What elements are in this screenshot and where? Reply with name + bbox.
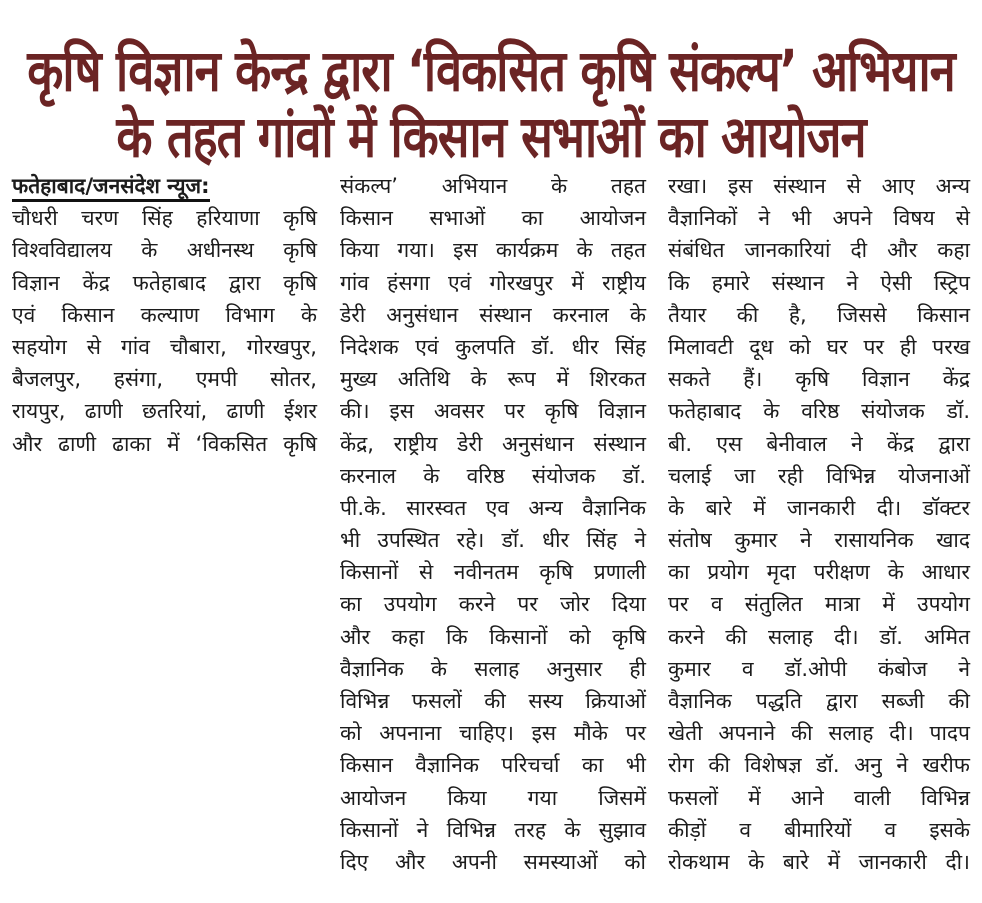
article-body — [0, 170, 982, 900]
text-line: चौधरी चरण सिंह हरियाणा कृषि — [12, 206, 317, 231]
byline-container — [12, 170, 317, 202]
text-line: चलाई जा रही विभिन्न योजनाओं — [668, 463, 970, 488]
text-line: वैज्ञानिक के सलाह अनुसार ही — [340, 656, 646, 681]
text-line: बैजलपुर, हसंगा, एमपी सोतर, — [12, 367, 317, 392]
text-line: एवं किसान कल्याण विभाग के — [12, 302, 317, 327]
headline-line-1: कृषि विज्ञान केन्द्र द्वारा ‘विकसित कृषि संकल्प’ अभियान — [27, 38, 955, 106]
text-line: किसान वैज्ञानिक परिचर्चा का भी — [340, 753, 646, 778]
text-line: फतेहाबाद के वरिष्ठ संयोजक डॉ. — [668, 399, 970, 424]
article-column-3 — [668, 170, 970, 878]
text-line: फसलों में आने वाली विभिन्न — [668, 785, 970, 810]
text-line: सकते हैं। कृषि विज्ञान केंद्र — [668, 367, 970, 392]
text-line: तैयार की है, जिससे किसान — [668, 302, 970, 327]
text-line: केंद्र, राष्ट्रीय डेरी अनुसंधान संस्थान — [340, 431, 646, 456]
text-line: वैज्ञानिक पद्धति द्वारा सब्जी की — [668, 689, 970, 713]
text-line: संबंधित जानकारियां दी और कहा — [668, 238, 970, 263]
text-line: रोकथाम के बारे में जानकारी दी। — [668, 849, 970, 874]
text-line: कीड़ों व बीमारियों व इसके — [668, 817, 970, 842]
text-line: और कहा कि किसानों को कृषि — [340, 624, 646, 649]
text-line: संकल्प’ अभियान के तहत — [340, 174, 646, 198]
text-line: खेती अपनाने की सलाह दी। पादप — [668, 721, 970, 746]
text-line: करने की सलाह दी। डॉ. अमित — [668, 624, 970, 649]
text-line: दिए और अपनी समस्याओं को — [340, 849, 646, 874]
article-column-2 — [340, 170, 646, 878]
text-line: को अपनाना चाहिए। इस मौके पर — [340, 721, 646, 746]
text-line: निदेशक एवं कुलपति डॉ. धीर सिंह — [340, 334, 646, 359]
text-line: विश्वविद्यालय के अधीनस्थ कृषि — [12, 238, 317, 263]
text-line: आयोजन किया गया जिसमें — [340, 785, 646, 810]
text-line: डेरी अनुसंधान संस्थान करनाल के — [340, 302, 646, 327]
text-line: मिलावटी दूध को घर पर ही परख — [668, 334, 970, 359]
text-line: करनाल के वरिष्ठ संयोजक डॉ. — [340, 463, 646, 488]
text-line: रायपुर, ढाणी छतरियां, ढाणी ईशर — [12, 399, 317, 424]
text-line: विभिन्न फसलों की सस्य क्रियाओं — [340, 689, 646, 713]
article-column-1 — [12, 170, 317, 460]
text-line: किसान सभाओं का आयोजन — [340, 206, 646, 231]
text-line: का उपयोग करने पर जोर दिया — [340, 592, 646, 617]
text-line: किया गया। इस कार्यक्रम के तहत — [340, 238, 646, 263]
text-line: के बारे में जानकारी दी। डॉक्टर — [668, 495, 970, 520]
headline — [0, 39, 982, 171]
text-line: रखा। इस संस्थान से आए अन्य — [668, 174, 970, 198]
text-line: का प्रयोग मृदा परीक्षण के आधार — [668, 560, 970, 585]
text-line: बी. एस बेनीवाल ने केंद्र द्वारा — [668, 431, 970, 456]
text-line: की। इस अवसर पर कृषि विज्ञान — [340, 399, 646, 424]
text-line: भी उपस्थित रहे। डॉ. धीर सिंह ने — [340, 528, 646, 553]
text-line: किसानों से नवीनतम कृषि प्रणाली — [340, 560, 646, 585]
headline-line-2: के तहत गांवों में किसान सभाओं का आयोजन — [116, 104, 866, 172]
text-line: वैज्ञानिकों ने भी अपने विषय से — [668, 206, 970, 231]
text-line: विज्ञान केंद्र फतेहाबाद द्वारा कृषि — [12, 270, 317, 295]
text-line: पी.के. सारस्वत एव अन्य वैज्ञानिक — [340, 495, 646, 520]
text-line: और ढाणी ढाका में ‘विकसित कृषि — [12, 431, 317, 456]
text-line: रोग की विशेषज्ञ डॉ. अनु ने खरीफ — [668, 753, 970, 778]
text-line: कुमार व डॉ.ओपी कंबोज ने — [668, 656, 970, 681]
text-line: कि हमारे संस्थान ने ऐसी स्ट्रिप — [668, 270, 970, 295]
text-line: मुख्य अतिथि के रूप में शिरकत — [340, 367, 646, 392]
text-line: सहयोग से गांव चौबारा, गोरखपुर, — [12, 334, 317, 359]
text-line: किसानों ने विभिन्न तरह के सुझाव — [340, 817, 646, 842]
text-line: संतोष कुमार ने रासायनिक खाद — [668, 528, 970, 553]
byline: फतेहाबाद/जनसंदेश न्यूज: — [12, 173, 210, 202]
text-line: पर व संतुलित मात्रा में उपयोग — [668, 592, 970, 617]
text-line: गांव हंसगा एवं गोरखपुर में राष्ट्रीय — [340, 270, 646, 295]
